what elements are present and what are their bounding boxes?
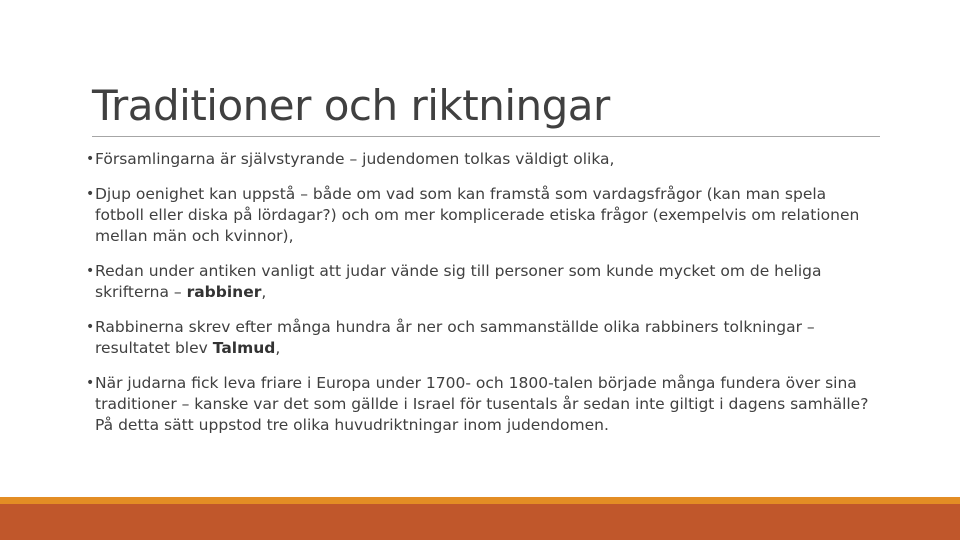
bullet-marker: •: [86, 186, 95, 202]
bullet-marker: •: [86, 319, 95, 335]
bullet-text: [95, 184, 876, 247]
bullet-text: [95, 149, 876, 170]
bullet-text-content: Redan under antiken vanligt att judar vände sig till personer som kunde mycket om de heliga skrifterna –: [95, 262, 822, 301]
bullet-marker: •: [86, 151, 95, 167]
bullet-text-content: När judarna fick leva friare i Europa under 1700- och 1800-talen började många fundera över sina traditioner – kanske var det som gällde i Israel för tusentals år sedan inte giltigt i dagens samhälle? På detta sätt uppstod tre olika huvudriktningar inom judendomen.: [95, 374, 869, 434]
bullet-text: [95, 261, 876, 303]
bullet-item: [86, 261, 876, 303]
bullet-marker: •: [86, 263, 95, 279]
bullet-text: [95, 373, 876, 436]
bullet-marker: •: [86, 375, 95, 391]
bullet-bold-term: Talmud: [212, 339, 276, 357]
title-divider: [92, 136, 880, 137]
bullet-item: [86, 373, 876, 436]
bullet-text-content: Djup oenighet kan uppstå – både om vad som kan framstå som vardagsfrågor (kan man spela fotboll eller diska på lördagar?) och om mer komplicerade etiska frågor (exempelvis om relationen mellan män och kvinnor),: [95, 185, 860, 245]
footer-accent-stripe: [0, 497, 960, 504]
bullet-bold-term: rabbiner: [186, 283, 262, 301]
slide-title: Traditioner och riktningar: [92, 81, 610, 130]
bullet-list: [86, 149, 876, 450]
bullet-item: [86, 149, 876, 170]
bullet-text: [95, 317, 876, 359]
bullet-text-suffix: ,: [275, 339, 281, 357]
bullet-text-content: Rabbinerna skrev efter många hundra år ner och sammanställde olika rabbiners tolkningar – resultatet blev: [95, 318, 815, 357]
bullet-item: [86, 317, 876, 359]
bullet-text-suffix: ,: [261, 283, 267, 301]
bullet-item: [86, 184, 876, 247]
footer-bar: [0, 504, 960, 540]
bullet-text-content: Församlingarna är självstyrande – judendomen tolkas väldigt olika,: [95, 150, 615, 168]
